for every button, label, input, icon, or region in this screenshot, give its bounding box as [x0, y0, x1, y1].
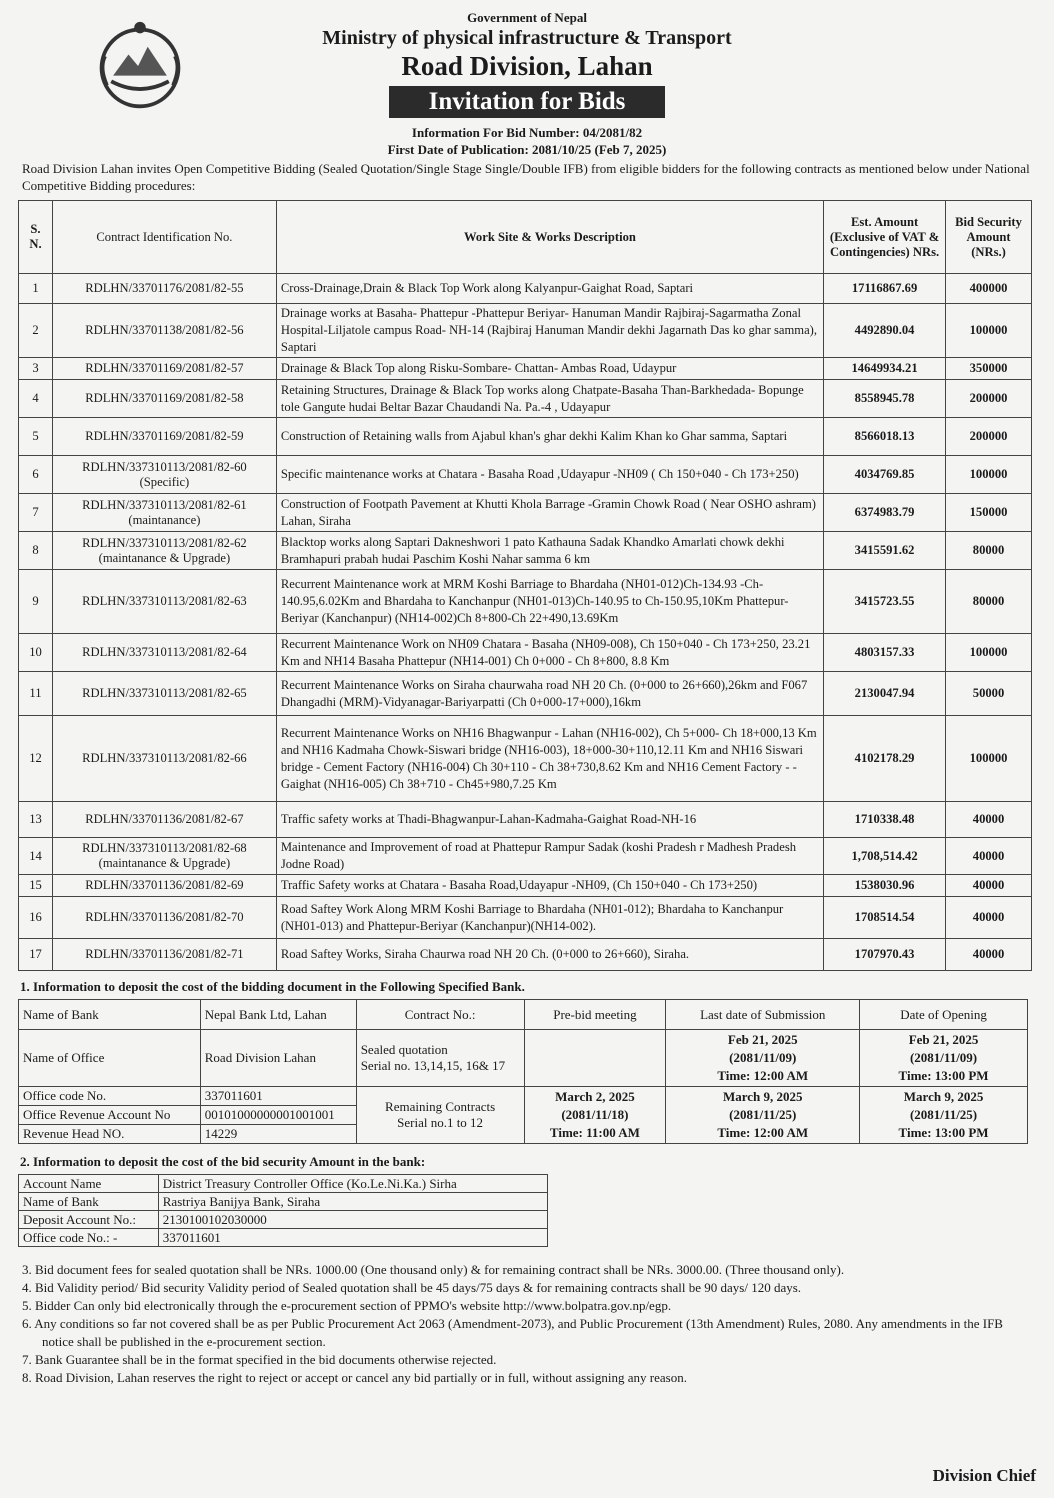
row-description: Recurrent Maintenance Works on NH16 Bhagwanpur - Lahan (NH16-002), Ch 5+000- Ch 18+000,13 Km and NH16 Kadmaha Chowk-Siswari bridge (NH16-003), 18+000-30+110,12.11 Km and NH16 Siswari bridge - Cement Factory (NH16-004) Ch 30+110 - Ch 38+730,8.62 Km and NH16 Cement Factory - - Gaighat (NH16-005) Ch 38+710 - Ch45+980,7.25 Km [276, 716, 823, 802]
row-sn: 17 [19, 939, 53, 971]
work-header: Work Site & Works Description [276, 201, 823, 274]
account-value: District Treasury Controller Office (Ko.Le.Ni.Ka.) Sirha [158, 1175, 547, 1193]
row-contract-id: RDLHN/33701176/2081/82-55 [85, 281, 244, 295]
revenue-account-label: Office Revenue Account No [19, 1106, 201, 1125]
bank-info-table [18, 999, 1028, 1144]
row-sn: 4 [19, 380, 53, 418]
account-row [19, 1175, 548, 1193]
row-contract-id: RDLHN/33701169/2081/82-57 [85, 361, 244, 375]
row-security: 200000 [946, 380, 1032, 418]
account-value: 2130100102030000 [158, 1211, 547, 1229]
remaining-prebid-cell [524, 1087, 666, 1144]
rem-last-time: Time: 12:00 AM [717, 1125, 809, 1140]
row-description: Road Saftey Work Along MRM Koshi Barriage to Bhardaha (NH01-012); Bhardaha to Kanchanpur (NH01-013) and Phattepur-Beriyar (Kanchanpur)(NH14-002). [276, 897, 823, 939]
sealed-last-time: Time: 12:00 AM [717, 1068, 809, 1083]
row-amount: 4492890.04 [824, 304, 946, 358]
office-code-label: Office code No. [19, 1087, 201, 1106]
office-label: Name of Office [19, 1030, 201, 1087]
row-contract-cell [52, 456, 276, 494]
ministry-title: Ministry of physical infrastructure & Transport [322, 27, 732, 49]
last-date-label: Last date of Submission [666, 1000, 860, 1030]
division-title: Road Division, Lahan [401, 51, 653, 81]
intro-paragraph: Road Division Lahan invites Open Competitive Bidding (Sealed Quotation/Single Stage Single/Double IFB) from eligible bidders for the following contracts as mentioned below under National Competitive Bidding procedures: [22, 161, 1030, 193]
opening-label: Date of Opening [860, 1000, 1028, 1030]
sealed-line1: Sealed quotation [360, 1042, 448, 1057]
row-contract-cell [52, 304, 276, 358]
table-row [19, 418, 1032, 456]
sealed-last-date-cell [666, 1030, 860, 1087]
row-security: 40000 [946, 897, 1032, 939]
row-description: Recurrent Maintenance work at MRM Koshi Barriage to Bhardaha (NH01-012)Ch-134.93 -Ch-140.95,6.02Km and Bhardaha to Kanchanpur (NH01-013)Ch-140.95 to Ch-150.95,10Km Phattepur-Beriyar (Kanchanpur) (NH14-002)Ch 8+800-Ch 22+490,13.69Km [276, 570, 823, 634]
table-row [19, 570, 1032, 634]
row-contract-id: RDLHN/337310113/2081/82-66 [82, 751, 247, 765]
division-chief-signature: Division Chief [932, 1466, 1036, 1485]
contracts-table [18, 200, 1032, 971]
row-description: Traffic Safety works at Chatara - Basaha Road,Udayapur -NH09, (Ch 150+040 - Ch 173+250) [276, 875, 823, 897]
row-contract-cell [52, 897, 276, 939]
row-contract-id: RDLHN/33701136/2081/82-70 [85, 910, 244, 924]
rem-last-date: March 9, 2025 [722, 1089, 803, 1104]
note-item: 8. Road Division, Lahan reserves the right to reject or accept or cancel any bid partially or in full, without assigning any reason. [22, 1370, 687, 1385]
row-contract-note: (maintanance & Upgrade) [98, 550, 231, 565]
account-row [19, 1211, 548, 1229]
government-label: Government of Nepal [467, 10, 587, 25]
table-row [19, 358, 1032, 380]
row-contract-id: RDLHN/337310113/2081/82-63 [82, 594, 247, 608]
row-contract-id: RDLHN/33701136/2081/82-67 [85, 812, 244, 826]
note-item: 6. Any conditions so far not covered shall be as per Public Procurement Act 2063 (Amendment-2073), and Public Procurement (13th Amendment) Rules, 2080. Any amendments in the IFB notice shall be published in the e-procurement section. [22, 1316, 1003, 1349]
row-security: 400000 [946, 274, 1032, 304]
revenue-head-value: 14229 [200, 1125, 356, 1144]
row-contract-id: RDLHN/337310113/2081/82-64 [82, 645, 247, 659]
row-security: 40000 [946, 875, 1032, 897]
row-contract-cell [52, 494, 276, 532]
sealed-open-date: Feb 21, 2025 [908, 1032, 979, 1047]
invitation-banner: Invitation for Bids [389, 86, 666, 118]
bid-number: Information For Bid Number: 04/2081/82 [411, 125, 643, 140]
row-description: Recurrent Maintenance Work on NH09 Chatara - Basaha (NH09-008), Ch 150+040 - Ch 173+250, 23.21 Km and NH14 Basaha Phattepur (NH14-001) Ch 0+000 - Ch 8+800, 8.8 Km [276, 634, 823, 672]
row-contract-cell [52, 875, 276, 897]
sealed-quotation-cell [356, 1030, 524, 1087]
sealed-prebid-cell [524, 1030, 666, 1087]
row-sn: 12 [19, 716, 53, 802]
row-contract-cell [52, 802, 276, 838]
row-contract-cell [52, 570, 276, 634]
row-sn: 11 [19, 672, 53, 716]
notes-list [18, 1261, 1036, 1387]
row-description: Construction of Retaining walls from Ajabul khan's ghar dekhi Kalim Khan ko Ghar samma, Saptari [276, 418, 823, 456]
row-amount: 8566018.13 [824, 418, 946, 456]
row-contract-id: RDLHN/33701169/2081/82-58 [85, 391, 244, 405]
row-sn: 15 [19, 875, 53, 897]
table-row [19, 838, 1032, 875]
rem-open-date: March 9, 2025 [903, 1089, 984, 1104]
sealed-last-date: Feb 21, 2025 [727, 1032, 798, 1047]
row-contract-cell [52, 358, 276, 380]
rem-open-nepali: (2081/11/25) [909, 1107, 978, 1122]
row-security: 50000 [946, 672, 1032, 716]
row-security: 350000 [946, 358, 1032, 380]
row-contract-id: RDLHN/337310113/2081/82-62 [82, 535, 247, 550]
row-security: 40000 [946, 838, 1032, 875]
row-description: Road Saftey Works, Siraha Chaurwa road NH 20 Ch. (0+000 to 26+660), Siraha. [276, 939, 823, 971]
sealed-open-time: Time: 13:00 PM [898, 1068, 989, 1083]
row-description: Drainage & Black Top along Risku-Sombare- Chattan- Ambas Road, Udaypur [276, 358, 823, 380]
row-sn: 8 [19, 532, 53, 570]
section1-title: 1. Information to deposit the cost of the bidding document in the Following Specified Bank. [20, 979, 525, 994]
table-row [19, 716, 1032, 802]
row-contract-id: RDLHN/337310113/2081/82-68 [82, 841, 247, 855]
row-contract-id: RDLHN/33701138/2081/82-56 [85, 323, 244, 337]
row-security: 80000 [946, 532, 1032, 570]
sealed-line2: Serial no. 13,14,15, 16& 17 [360, 1058, 506, 1073]
section2-title: 2. Information to deposit the cost of the bid security Amount in the bank: [20, 1154, 426, 1169]
rem-prebid-nepali: (2081/11/18) [561, 1107, 629, 1122]
security-account-table [18, 1174, 548, 1247]
row-sn: 6 [19, 456, 53, 494]
revenue-head-label: Revenue Head NO. [19, 1125, 201, 1144]
row-description: Recurrent Maintenance Works on Siraha chaurwaha road NH 20 Ch. (0+000 to 26+660),26km and F067 Dhangadhi (MRM)-Vidyanagar-Bariyarpatti (Ch 0+000-17+000),16km [276, 672, 823, 716]
row-sn: 5 [19, 418, 53, 456]
row-description: Blacktop works along Saptari Dakneshwori 1 pato Kathauna Sadak Khandko Amarlati chowk dekhi Bramhapuri prabah hudai Paschim Koshi Nahar samma 6 km [276, 532, 823, 570]
sealed-last-nepali: (2081/11/09) [729, 1050, 797, 1065]
row-amount: 3415591.62 [824, 532, 946, 570]
remaining-opening-cell [860, 1087, 1028, 1144]
remaining-line2: Serial no.1 to 12 [397, 1115, 484, 1130]
sealed-open-nepali: (2081/11/09) [909, 1050, 978, 1065]
account-label: Account Name [19, 1175, 159, 1193]
row-contract-note: (Specific) [139, 474, 190, 489]
office-value: Road Division Lahan [200, 1030, 356, 1087]
table-row [19, 634, 1032, 672]
row-amount: 1538030.96 [824, 875, 946, 897]
row-sn: 14 [19, 838, 53, 875]
row-sn: 2 [19, 304, 53, 358]
rem-prebid-time: Time: 11:00 AM [549, 1125, 640, 1140]
row-amount: 3415723.55 [824, 570, 946, 634]
revenue-account-value: 00101000000001001001 [200, 1106, 356, 1125]
security-header: Bid Security Amount (NRs.) [946, 201, 1032, 274]
note-item: 5. Bidder Can only bid electronically through the e-procurement section of PPMO's website http://www.bolpatra.gov.np/egp. [22, 1298, 672, 1313]
row-contract-id: RDLHN/33701136/2081/82-69 [85, 878, 244, 892]
table-row [19, 274, 1032, 304]
account-row [19, 1229, 548, 1247]
amount-header: Est. Amount (Exclusive of VAT & Contingencies) NRs. [824, 201, 946, 274]
row-sn: 13 [19, 802, 53, 838]
row-contract-cell [52, 672, 276, 716]
contracts-body [19, 274, 1032, 971]
name-of-bank-label: Name of Bank [19, 1000, 201, 1030]
contract-header: Contract Identification No. [52, 201, 276, 274]
security-account-body [19, 1175, 548, 1247]
rem-open-time: Time: 13:00 PM [898, 1125, 989, 1140]
row-description: Maintenance and Improvement of road at Phattepur Rampur Sadak (koshi Pradesh r Madhesh Pradesh Jodne Road) [276, 838, 823, 875]
row-amount: 1710338.48 [824, 802, 946, 838]
row-sn: 3 [19, 358, 53, 380]
table-row [19, 672, 1032, 716]
row-description: Construction of Footpath Pavement at Khutti Khola Barrage -Gramin Chowk Road ( Near OSHO ashram) Lahan, Siraha [276, 494, 823, 532]
row-security: 200000 [946, 418, 1032, 456]
note-item: 3. Bid document fees for sealed quotation shall be NRs. 1000.00 (One thousand only) & for remaining contract shall be NRs. 3000.00. (Three thousand only). [22, 1262, 845, 1277]
account-label: Office code No.: - [19, 1229, 159, 1247]
row-security: 80000 [946, 570, 1032, 634]
account-label: Deposit Account No.: [19, 1211, 159, 1229]
table-row [19, 532, 1032, 570]
publication-date: First Date of Publication: 2081/10/25 (Feb 7, 2025) [387, 142, 667, 157]
row-contract-id: RDLHN/337310113/2081/82-61 [82, 497, 247, 512]
row-amount: 14649934.21 [824, 358, 946, 380]
row-security: 100000 [946, 716, 1032, 802]
account-label: Name of Bank [19, 1193, 159, 1211]
table-header-row [19, 201, 1032, 274]
row-description: Drainage works at Basaha- Phattepur -Phattepur Beriyar- Hanuman Mandir Rajbiraj-Sagarmatha Zonal Hospital-Liljatole campus Road- NH-14 (Rajbiraj Hanuman Mandir dekhi Jagarnath Das ko ghar samma), Saptari [276, 304, 823, 358]
row-sn: 10 [19, 634, 53, 672]
table-row [19, 456, 1032, 494]
row-contract-id: RDLHN/33701136/2081/82-71 [85, 947, 244, 961]
row-sn: 7 [19, 494, 53, 532]
office-code-value: 337011601 [200, 1087, 356, 1106]
row-amount: 1,708,514.42 [824, 838, 946, 875]
note-item: 7. Bank Guarantee shall be in the format specified in the bid documents otherwise rejected. [22, 1352, 497, 1367]
row-contract-cell [52, 532, 276, 570]
contract-no-label: Contract No.: [356, 1000, 524, 1030]
row-contract-cell [52, 274, 276, 304]
row-contract-id: RDLHN/33701169/2081/82-59 [85, 429, 244, 443]
row-contract-cell [52, 380, 276, 418]
row-amount: 8558945.78 [824, 380, 946, 418]
prebid-label: Pre-bid meeting [524, 1000, 666, 1030]
row-contract-cell [52, 838, 276, 875]
row-contract-note: (maintanance & Upgrade) [98, 856, 231, 870]
row-sn: 9 [19, 570, 53, 634]
row-contract-note: (maintanance) [128, 512, 201, 527]
row-contract-cell [52, 634, 276, 672]
rem-last-nepali: (2081/11/25) [729, 1107, 797, 1122]
nepal-emblem-icon [92, 18, 188, 114]
table-row [19, 494, 1032, 532]
table-row [19, 897, 1032, 939]
row-security: 150000 [946, 494, 1032, 532]
table-row [19, 380, 1032, 418]
row-security: 100000 [946, 456, 1032, 494]
rem-prebid-date: March 2, 2025 [555, 1089, 635, 1104]
remaining-contracts-cell [356, 1087, 524, 1144]
row-security: 40000 [946, 802, 1032, 838]
row-description: Specific maintenance works at Chatara - Basaha Road ,Udayapur -NH09 ( Ch 150+040 - Ch 173+250) [276, 456, 823, 494]
row-amount: 2130047.94 [824, 672, 946, 716]
row-contract-cell [52, 418, 276, 456]
row-amount: 4034769.85 [824, 456, 946, 494]
row-security: 100000 [946, 304, 1032, 358]
row-description: Cross-Drainage,Drain & Black Top Work along Kalyanpur-Gaighat Road, Saptari [276, 274, 823, 304]
row-amount: 6374983.79 [824, 494, 946, 532]
name-of-bank-value: Nepal Bank Ltd, Lahan [200, 1000, 356, 1030]
row-contract-cell [52, 716, 276, 802]
row-amount: 1708514.54 [824, 897, 946, 939]
row-description: Retaining Structures, Drainage & Black Top works along Chatpate-Basaha Than-Barkhedada- Bopunge tole Gangute hudai Beltar Bazar Chaudandi Na. Pa.-4 , Udayapur [276, 380, 823, 418]
sealed-opening-cell [860, 1030, 1028, 1087]
bid-info [18, 124, 1036, 158]
account-row [19, 1193, 548, 1211]
table-row [19, 939, 1032, 971]
row-contract-id: RDLHN/337310113/2081/82-65 [82, 686, 247, 700]
row-contract-cell [52, 939, 276, 971]
sn-header: S. N. [19, 201, 53, 274]
row-amount: 1707970.43 [824, 939, 946, 971]
row-description: Traffic safety works at Thadi-Bhagwanpur-Lahan-Kadmaha-Gaighat Road-NH-16 [276, 802, 823, 838]
row-security: 100000 [946, 634, 1032, 672]
row-sn: 16 [19, 897, 53, 939]
remaining-last-date-cell [666, 1087, 860, 1144]
note-item: 4. Bid Validity period/ Bid security Validity period of Sealed quotation shall be 45 days/75 days & for remaining contracts shall be 90 days/ 120 days. [22, 1280, 802, 1295]
table-row [19, 875, 1032, 897]
account-value: 337011601 [158, 1229, 547, 1247]
table-row [19, 802, 1032, 838]
row-sn: 1 [19, 274, 53, 304]
row-amount: 4803157.33 [824, 634, 946, 672]
row-amount: 4102178.29 [824, 716, 946, 802]
account-value: Rastriya Banijya Bank, Siraha [158, 1193, 547, 1211]
row-security: 40000 [946, 939, 1032, 971]
remaining-line1: Remaining Contracts [385, 1099, 496, 1114]
table-row [19, 304, 1032, 358]
row-contract-id: RDLHN/337310113/2081/82-60 [82, 459, 247, 474]
row-amount: 17116867.69 [824, 274, 946, 304]
